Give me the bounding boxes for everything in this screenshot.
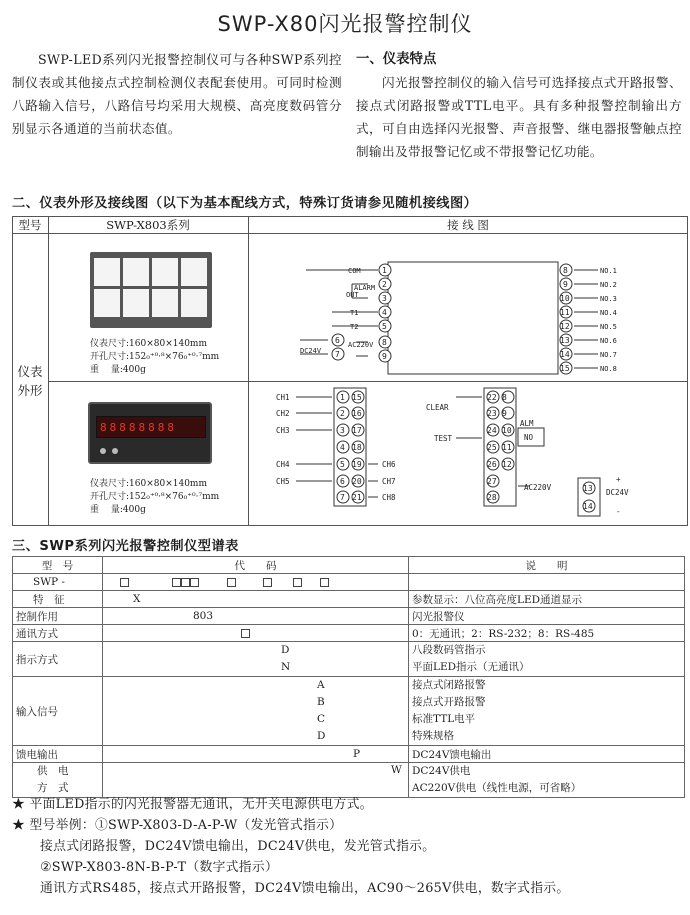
svg-text:7: 7 bbox=[335, 350, 340, 359]
svg-text:6: 6 bbox=[335, 336, 340, 345]
svg-text:9: 9 bbox=[382, 352, 387, 361]
label-no1: NO.1 bbox=[600, 267, 617, 275]
label-ch3: CH3 bbox=[276, 426, 290, 435]
svg-text:10: 10 bbox=[502, 426, 512, 435]
input-desc-c: 标准TTL电平 bbox=[412, 713, 476, 725]
label-dc24v: DC24V bbox=[300, 347, 322, 355]
disp-desc-n: 平面LED指示（无通讯） bbox=[412, 661, 530, 673]
section2-heading: 二、仪表外形及接线图（以下为基本配线方式，特殊订货请参见随机接线图） bbox=[12, 196, 478, 211]
svg-text:13: 13 bbox=[560, 336, 570, 345]
svg-text:15: 15 bbox=[352, 393, 362, 402]
input-code-a: A bbox=[317, 679, 325, 691]
row-power-1: 供 电 bbox=[37, 765, 69, 777]
label-com: COM bbox=[348, 267, 361, 275]
row-display: 指示方式 bbox=[13, 642, 103, 677]
svg-text:2: 2 bbox=[382, 280, 387, 289]
label-ch4: CH4 bbox=[276, 460, 290, 469]
feature-code: X bbox=[103, 591, 409, 608]
svg-text:9: 9 bbox=[502, 409, 507, 418]
feed-desc: DC24V馈电输出 bbox=[409, 746, 685, 763]
input-code-c: C bbox=[317, 713, 326, 725]
svg-text:7: 7 bbox=[340, 493, 345, 502]
label-t1: T1 bbox=[350, 309, 359, 317]
svg-text:22: 22 bbox=[487, 393, 497, 402]
label-minus: - bbox=[616, 507, 621, 516]
label-t2: T2 bbox=[350, 323, 359, 331]
row-comm: 通讯方式 bbox=[13, 625, 103, 642]
svg-text:6: 6 bbox=[340, 477, 345, 486]
svg-text:14: 14 bbox=[560, 350, 570, 359]
note-4: ②SWP-X803-8N-B-P-T（数字式指示） bbox=[40, 860, 279, 875]
feed-code: P bbox=[103, 746, 409, 763]
svg-text:1: 1 bbox=[382, 266, 387, 275]
note-2: ★ 型号举例：①SWP-X803-D-A-P-W（发光管式指示） bbox=[12, 818, 343, 833]
intro-paragraph: SWP-LED系列闪光报警控制仪可与各种SWP系列控制仪表或其他接点式控制检测仪表配套使用。可同时检测八路输入信号，八路信号均采用大规模、高亮度数码管分别显示各通道的当前状态值。 bbox=[12, 52, 342, 136]
control-desc: 闪光报警仪 bbox=[409, 608, 685, 625]
svg-text:2: 2 bbox=[340, 409, 345, 418]
col-series-header: SWP-X803系列 bbox=[106, 218, 190, 232]
svg-text:26: 26 bbox=[487, 460, 497, 469]
wiring-diagram-2 bbox=[248, 382, 688, 525]
h-code: 代 码 bbox=[103, 557, 409, 574]
label-ac220v: AC220V bbox=[348, 341, 374, 349]
label-test: TEST bbox=[434, 434, 453, 443]
instrument-photo-2: 88888888 bbox=[88, 402, 212, 464]
label-ch5: CH5 bbox=[276, 477, 290, 486]
svg-text:9: 9 bbox=[563, 280, 568, 289]
svg-text:12: 12 bbox=[502, 460, 512, 469]
power-code: W bbox=[103, 763, 409, 798]
label-no8: NO.8 bbox=[600, 365, 617, 373]
label-no3: NO.3 bbox=[600, 295, 617, 303]
label-no6: NO.6 bbox=[600, 337, 617, 345]
label-no4: NO.4 bbox=[600, 309, 617, 317]
row-input: 输入信号 bbox=[13, 677, 103, 746]
svg-text:17: 17 bbox=[352, 426, 362, 435]
features-heading: 一、仪表特点 bbox=[356, 52, 437, 67]
input-code-b: B bbox=[317, 696, 325, 708]
svg-text:25: 25 bbox=[487, 443, 497, 452]
section3-heading: 三、SWP系列闪光报警控制仪型谱表 bbox=[12, 539, 239, 554]
col-wiring-header: 接 线 图 bbox=[447, 218, 489, 232]
model-spectrum-table bbox=[12, 556, 685, 798]
label-plus: + bbox=[616, 475, 621, 484]
row-feature: 特 征 bbox=[13, 591, 103, 608]
note-5: 通讯方式RS485，接点式开路报警，DC24V馈电输出，AC90～265V供电，数字式指示。 bbox=[40, 881, 570, 896]
power-desc-ac: AC220V供电（线性电源，可省略） bbox=[412, 782, 582, 794]
svg-text:15: 15 bbox=[560, 364, 570, 373]
instrument-photo-1 bbox=[90, 252, 212, 328]
feature-desc: 参数显示：八位高亮度LED通道显示 bbox=[409, 591, 685, 608]
label-no7: NO.7 bbox=[600, 351, 617, 359]
svg-text:4: 4 bbox=[340, 443, 345, 452]
note-3: 接点式闭路报警，DC24V馈电输出，DC24V供电，发光管式指示。 bbox=[40, 839, 436, 854]
spec-2 bbox=[90, 478, 219, 517]
svg-text:14: 14 bbox=[583, 502, 593, 511]
input-code-d: D bbox=[317, 730, 326, 742]
label-dc24v-2: DC24V bbox=[606, 488, 629, 497]
page-title: SWP-X80闪光报警控制仪 bbox=[217, 12, 473, 36]
disp-code-d: D bbox=[281, 644, 290, 656]
row-swp: SWP - bbox=[13, 574, 103, 591]
h-model: 型 号 bbox=[13, 557, 103, 574]
svg-text:10: 10 bbox=[560, 294, 570, 303]
svg-text:11: 11 bbox=[502, 443, 512, 452]
comm-desc: 0：无通讯；2：RS-232；8：RS-485 bbox=[409, 625, 685, 642]
note-1: ★ 平面LED指示的闪光报警器无通讯，无开关电源供电方式。 bbox=[12, 797, 373, 812]
svg-text:3: 3 bbox=[340, 426, 345, 435]
svg-text:4: 4 bbox=[382, 308, 387, 317]
spec-1-size: 仪表尺寸:160×80×140mm bbox=[90, 339, 207, 349]
svg-text:21: 21 bbox=[352, 493, 362, 502]
label-out: OUT bbox=[346, 291, 359, 299]
svg-text:11: 11 bbox=[560, 308, 570, 317]
svg-text:27: 27 bbox=[487, 477, 497, 486]
label-ch6: CH6 bbox=[382, 460, 396, 469]
row-power-2: 方 式 bbox=[37, 782, 69, 794]
disp-desc-d: 八段数码管指示 bbox=[412, 644, 486, 656]
notes bbox=[12, 794, 688, 899]
col-model-header: 型号 bbox=[18, 218, 42, 232]
label-no: NO bbox=[524, 433, 534, 442]
input-desc-a: 接点式闭路报警 bbox=[412, 679, 486, 691]
wiring-diagram-1 bbox=[248, 234, 688, 381]
spec-1-weight: 重 量:400g bbox=[90, 365, 146, 375]
label-ch1: CH1 bbox=[276, 393, 290, 402]
features-paragraph: 闪光报警控制仪的输入信号可选择接点式开路报警、接点式闭路报警或TTL电平。具有多种报警控制输出方式，可自由选择闪光报警、声音报警、继电器报警触点控制输出及带报警记忆或不带报警记忆功能。 bbox=[356, 75, 682, 159]
svg-text:13: 13 bbox=[583, 484, 593, 493]
label-clear: CLEAR bbox=[426, 403, 449, 412]
svg-text:8: 8 bbox=[502, 393, 507, 402]
label-alm: ALM bbox=[520, 419, 534, 428]
spec-1-cutout: 开孔尺寸:152₀⁺⁰·⁸×76₀⁺⁰·⁷mm bbox=[90, 352, 220, 362]
spec-2-size: 仪表尺寸:160×80×140mm bbox=[90, 479, 207, 489]
h-desc: 说 明 bbox=[409, 557, 685, 574]
spec-2-cutout: 开孔尺寸:152₀⁺⁰·⁸×76₀⁺⁰·⁷mm bbox=[90, 492, 220, 502]
side-label-line1: 仪表 bbox=[17, 364, 43, 379]
control-code: 803 bbox=[103, 608, 409, 625]
input-desc-d: 特殊规格 bbox=[412, 730, 454, 742]
label-no5: NO.5 bbox=[600, 323, 617, 331]
label-alarm: ALARM bbox=[354, 284, 376, 292]
svg-text:18: 18 bbox=[352, 443, 362, 452]
disp-code-n: N bbox=[281, 661, 291, 673]
power-desc-dc: DC24V供电 bbox=[412, 765, 471, 777]
label-ch8: CH8 bbox=[382, 493, 396, 502]
row-feed: 馈电输出 bbox=[13, 746, 103, 763]
svg-text:24: 24 bbox=[487, 426, 497, 435]
label-no2: NO.2 bbox=[600, 281, 617, 289]
svg-text:1: 1 bbox=[340, 393, 345, 402]
spec-2-weight: 重 量:400g bbox=[90, 505, 146, 515]
svg-text:5: 5 bbox=[382, 322, 387, 331]
side-label-line2: 外形 bbox=[17, 383, 43, 398]
row-control: 控制作用 bbox=[13, 608, 103, 625]
svg-text:16: 16 bbox=[352, 409, 362, 418]
label-ch2: CH2 bbox=[276, 409, 290, 418]
svg-text:19: 19 bbox=[352, 460, 362, 469]
svg-text:28: 28 bbox=[487, 493, 497, 502]
spec-1 bbox=[90, 338, 219, 377]
code-boxes bbox=[103, 574, 409, 591]
svg-text:20: 20 bbox=[352, 477, 362, 486]
label-ch7: CH7 bbox=[382, 477, 396, 486]
svg-text:23: 23 bbox=[487, 409, 497, 418]
svg-text:5: 5 bbox=[340, 460, 345, 469]
input-desc-b: 接点式开路报警 bbox=[412, 696, 486, 708]
svg-text:3: 3 bbox=[382, 294, 387, 303]
svg-text:8: 8 bbox=[382, 338, 387, 347]
svg-text:8: 8 bbox=[563, 266, 568, 275]
label-ac220v-2: AC220V bbox=[524, 483, 552, 492]
side-label bbox=[12, 362, 48, 400]
svg-text:12: 12 bbox=[560, 322, 570, 331]
